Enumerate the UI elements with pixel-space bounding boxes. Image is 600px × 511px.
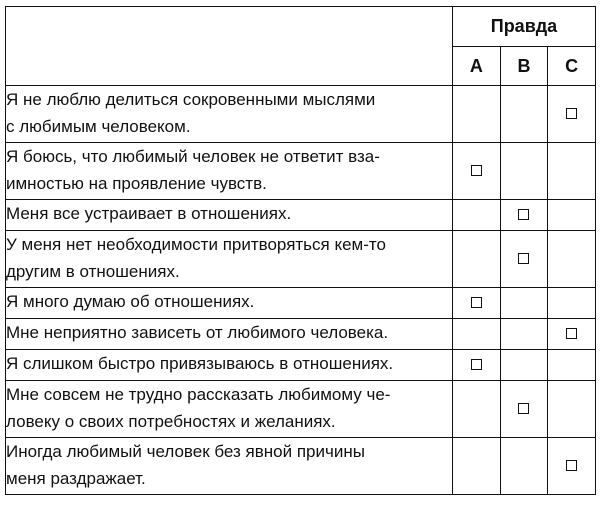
checkbox-square-icon[interactable] (566, 328, 577, 339)
table-row (6, 319, 596, 350)
answer-cell-a (453, 438, 501, 495)
answer-cell-a (453, 319, 501, 350)
option-a-header: A (453, 47, 501, 86)
statement-line: Я боюсь, что любимый человек не ответит вза- (6, 147, 380, 166)
table-row (6, 381, 596, 438)
statement-line: другим в отношениях. (6, 262, 180, 281)
answer-cell-a (453, 200, 501, 231)
answer-cell-c (548, 200, 596, 231)
option-c-header: C (548, 47, 596, 86)
statement-line: Я слишком быстро привязываюсь в отношениях. (6, 354, 394, 373)
answer-cell-c (548, 288, 596, 319)
statement-line: имностью на проявление чувств. (6, 174, 267, 193)
statement-line: Я много думаю об отношениях. (6, 292, 255, 311)
checkbox-square-icon[interactable] (471, 297, 482, 308)
option-b-header: B (500, 47, 548, 86)
statement-text (6, 350, 453, 381)
statement-text (6, 200, 453, 231)
table-row (6, 438, 596, 495)
statement-text (6, 143, 453, 200)
answer-cell-b (500, 143, 548, 200)
checkbox-square-icon[interactable] (471, 359, 482, 370)
statement-text (6, 231, 453, 288)
checkbox-square-icon[interactable] (518, 253, 529, 264)
truth-column-header: Правда (453, 7, 596, 47)
statement-text (6, 381, 453, 438)
answer-cell-b (500, 350, 548, 381)
answer-cell-b (500, 86, 548, 143)
answer-cell-c (548, 86, 596, 143)
statement-text (6, 319, 453, 350)
table-row (6, 143, 596, 200)
answer-cell-c (548, 438, 596, 495)
statement-line: Меня все устраивает в отношениях. (6, 204, 292, 223)
answer-cell-a (453, 381, 501, 438)
checkbox-square-icon[interactable] (471, 165, 482, 176)
statement-line: с любимым человеком. (6, 117, 191, 136)
statement-line: У меня нет необходимости притворяться кем-то (6, 235, 386, 254)
answer-cell-c (548, 350, 596, 381)
statement-line: Мне неприятно зависеть от любимого человека. (6, 323, 389, 342)
answer-cell-b (500, 200, 548, 231)
statement-line: Я не люблю делиться сокровенными мыслями (6, 90, 376, 109)
answer-cell-b (500, 438, 548, 495)
answer-cell-a (453, 143, 501, 200)
statement-line: Мне совсем не трудно рассказать любимому че- (6, 385, 391, 404)
statement-line: меня раздражает. (6, 469, 146, 488)
statement-text (6, 438, 453, 495)
table-row (6, 350, 596, 381)
answer-cell-b (500, 381, 548, 438)
questionnaire-table (5, 6, 596, 495)
statement-rows (6, 86, 596, 495)
answer-cell-a (453, 86, 501, 143)
table-row (6, 288, 596, 319)
statement-text (6, 288, 453, 319)
checkbox-square-icon[interactable] (566, 108, 577, 119)
answer-cell-c (548, 381, 596, 438)
checkbox-square-icon[interactable] (566, 460, 577, 471)
answer-cell-c (548, 143, 596, 200)
checkbox-square-icon[interactable] (518, 209, 529, 220)
answer-cell-b (500, 319, 548, 350)
statement-header-cell (6, 7, 453, 86)
answer-cell-a (453, 231, 501, 288)
answer-cell-a (453, 288, 501, 319)
answer-cell-a (453, 350, 501, 381)
answer-cell-c (548, 231, 596, 288)
table-row (6, 200, 596, 231)
checkbox-square-icon[interactable] (518, 403, 529, 414)
statement-text (6, 86, 453, 143)
answer-cell-b (500, 288, 548, 319)
statement-line: Иногда любимый человек без явной причины (6, 442, 365, 461)
statement-line: ловеку о своих потребностях и желаниях. (6, 412, 336, 431)
answer-cell-c (548, 319, 596, 350)
table-row (6, 86, 596, 143)
answer-cell-b (500, 231, 548, 288)
table-row (6, 231, 596, 288)
